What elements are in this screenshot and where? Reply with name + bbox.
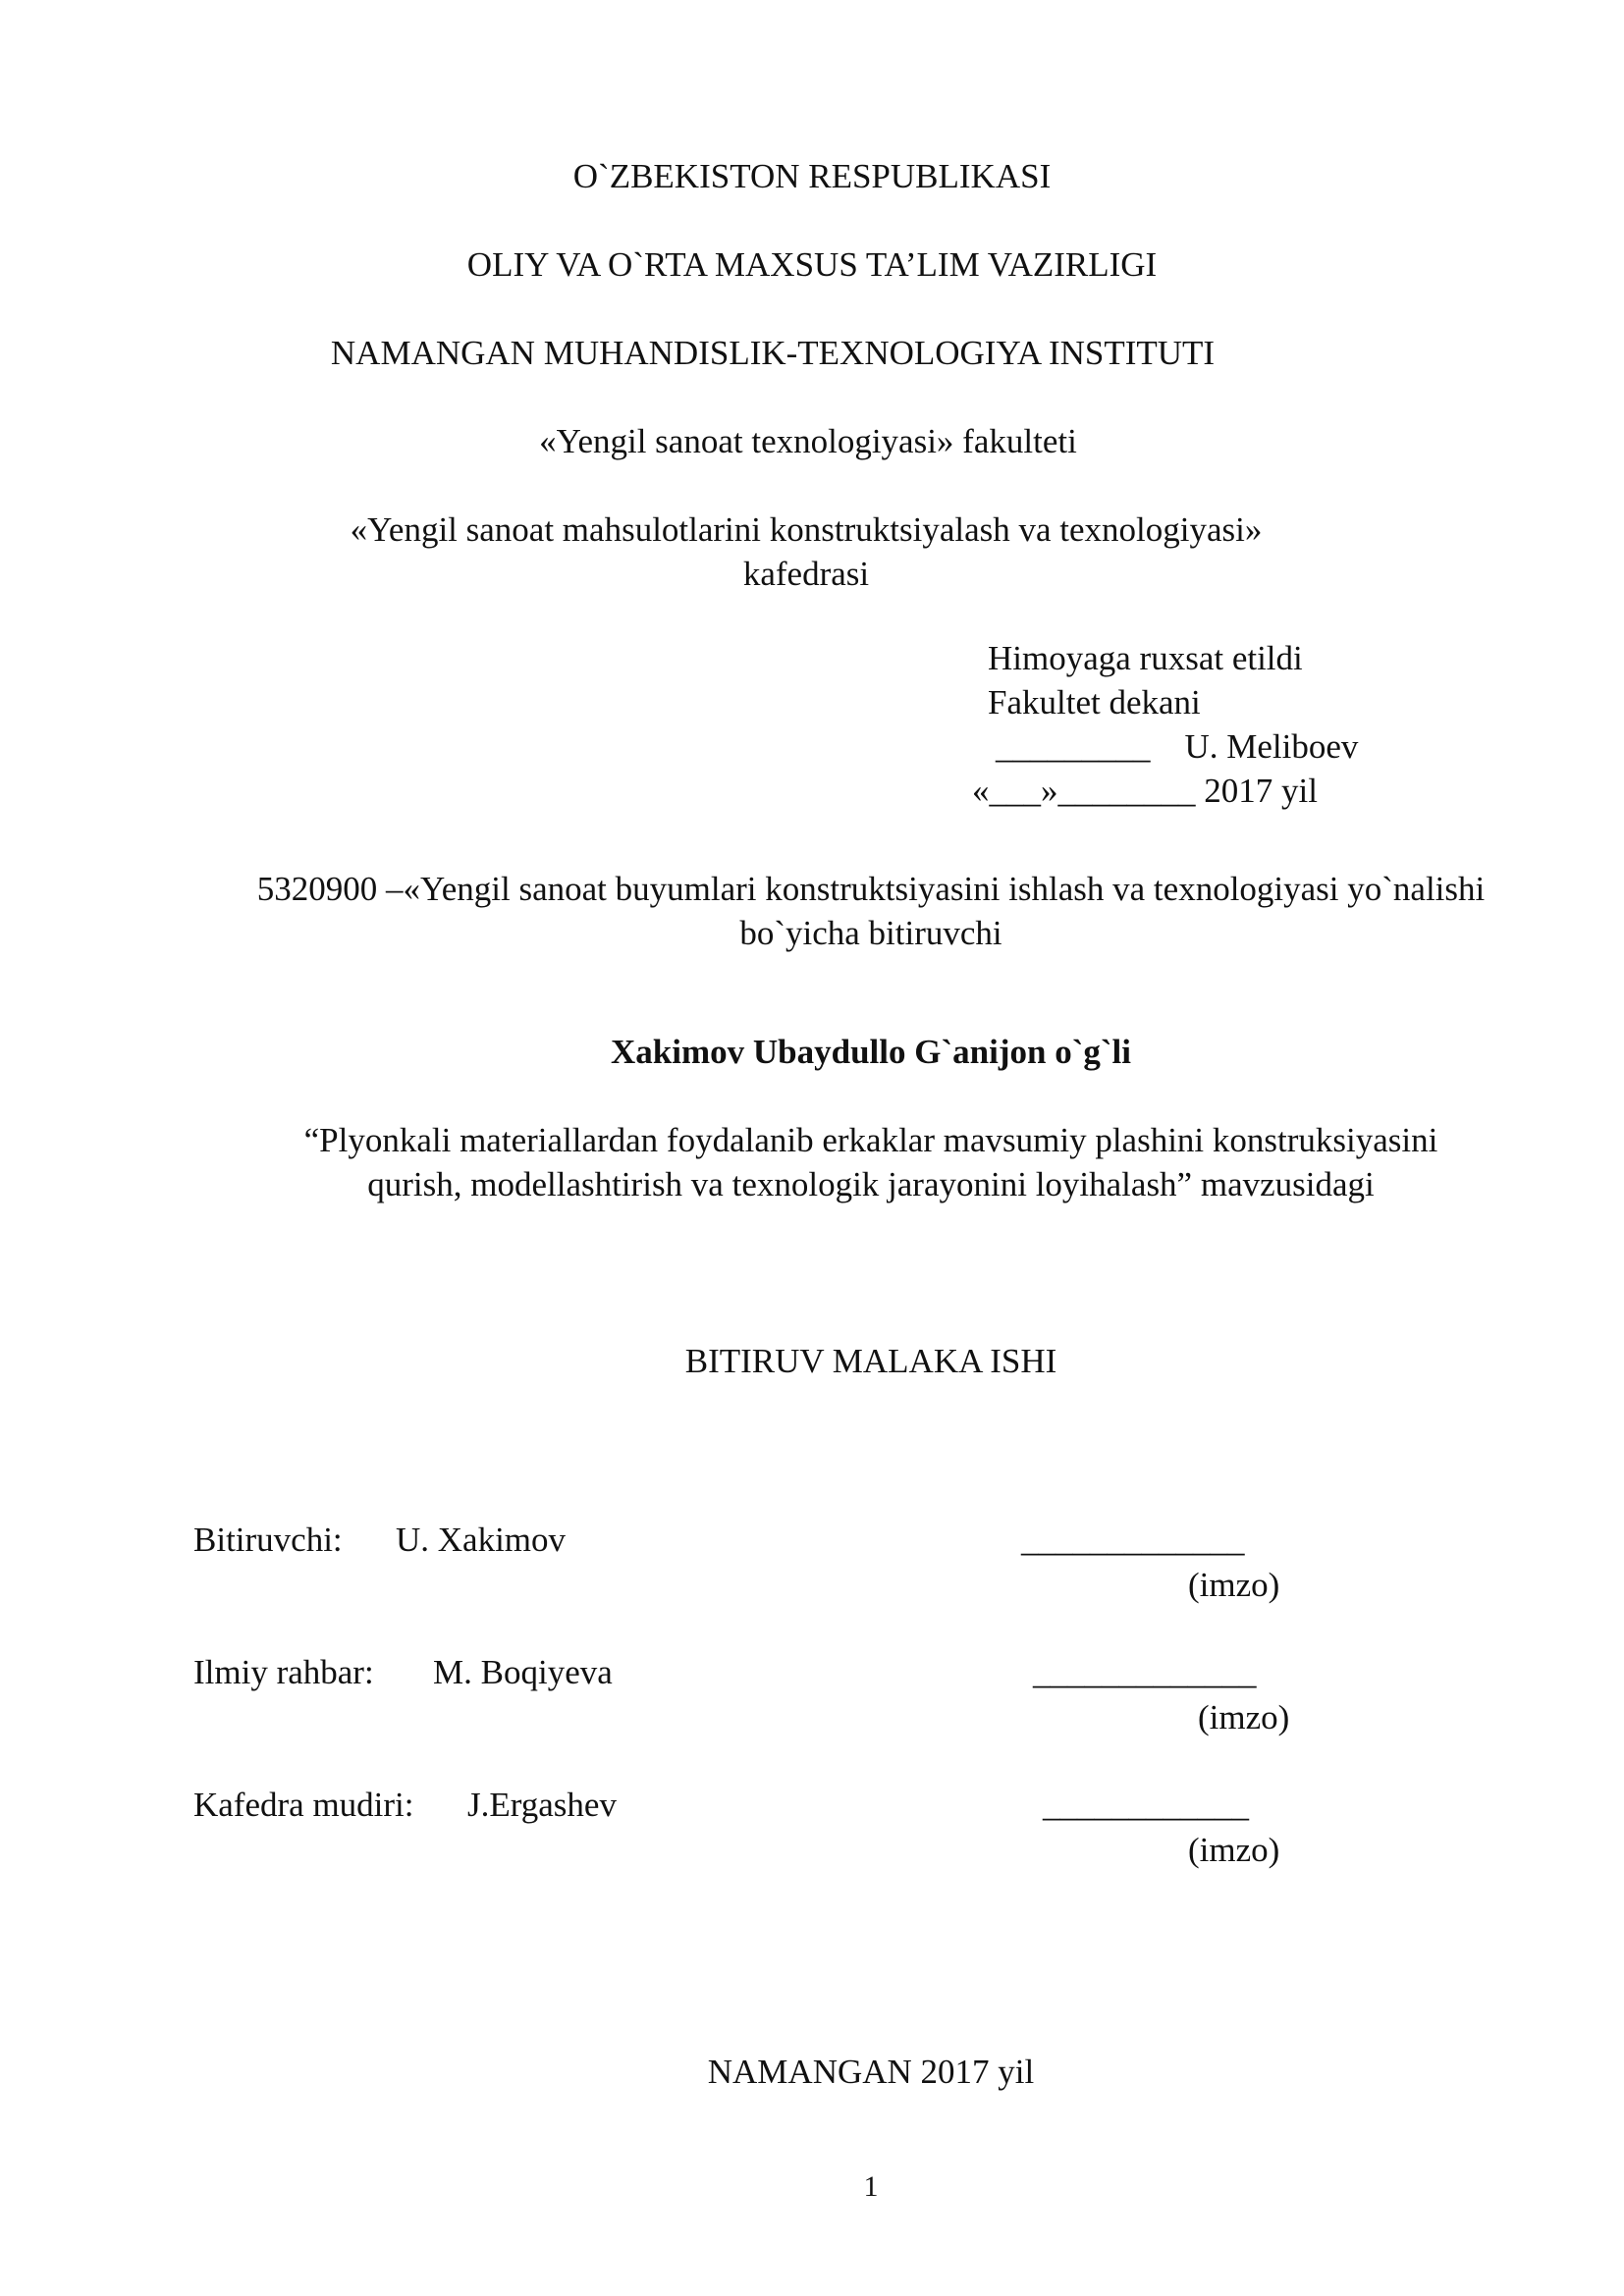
- specialty-line2: bo`yicha bitiruvchi: [739, 914, 1002, 952]
- work-title: BITIRUV MALAKA ISHI: [684, 1342, 1057, 1380]
- signature-row-graduate: [0, 1521, 1624, 1619]
- dean-name: U. Meliboev: [1184, 727, 1359, 766]
- topic-line2: qurish, modellashtirish va texnologik jarayonini loyihalash” mavzusidagi: [367, 1165, 1375, 1203]
- specialty-line1: 5320900 –«Yengil sanoat buyumlari konstruktsiyasini ishlash va texnologiyasi yo`nalishi: [256, 870, 1486, 908]
- head-signature-caption: (imzo): [1188, 1831, 1280, 1869]
- approval-date: «___»________ 2017 yil: [972, 772, 1318, 810]
- dean-signature-row: [972, 724, 1443, 769]
- signature-row-head-of-department: [0, 1786, 1624, 1884]
- head-signature-line: ____________: [1043, 1786, 1249, 1824]
- supervisor-signature-line: _____________: [1033, 1653, 1257, 1691]
- department-title-line2: kafedrasi: [742, 555, 870, 593]
- approval-block: [972, 636, 1443, 813]
- head-role: Kafedra mudiri:: [193, 1786, 414, 1824]
- institute-title: NAMANGAN MUHANDISLIK-TEXNOLOGIYA INSTITUTI: [330, 334, 1216, 372]
- graduate-name: U. Xakimov: [396, 1521, 567, 1559]
- signature-row-supervisor: [0, 1653, 1624, 1751]
- supervisor-signature-caption: (imzo): [1198, 1698, 1290, 1736]
- supervisor-role: Ilmiy rahbar:: [193, 1653, 374, 1691]
- department-title-line1: «Yengil sanoat mahsulotlarini konstruktsiyalash va texnologiyasi»: [350, 510, 1263, 549]
- faculty-title: «Yengil sanoat texnologiyasi» fakulteti: [539, 422, 1077, 460]
- topic-line1: “Plyonkali materiallardan foydalanib erkaklar mavsumiy plashini konstruksiyasini: [303, 1121, 1438, 1159]
- place-and-year: NAMANGAN 2017 yil: [707, 2053, 1035, 2091]
- dean-signature-blank: _________: [996, 727, 1151, 766]
- page-number: 1: [863, 2170, 879, 2203]
- republic-title: O`ZBEKISTON RESPUBLIKASI: [572, 157, 1052, 195]
- supervisor-name: M. Boqiyeva: [433, 1653, 613, 1691]
- graduate-role: Bitiruvchi:: [193, 1521, 343, 1559]
- author-name: Xakimov Ubaydullo G`anijon o`g`li: [611, 1033, 1131, 1071]
- approval-line2: Fakultet dekani: [988, 683, 1201, 721]
- head-name: J.Ergashev: [467, 1786, 617, 1824]
- graduate-signature-caption: (imzo): [1188, 1566, 1280, 1604]
- ministry-title: OLIY VA O`RTA MAXSUS TA’LIM VAZIRLIGI: [466, 245, 1158, 284]
- graduate-signature-line: _____________: [1021, 1521, 1245, 1559]
- approval-line1: Himoyaga ruxsat etildi: [988, 639, 1303, 677]
